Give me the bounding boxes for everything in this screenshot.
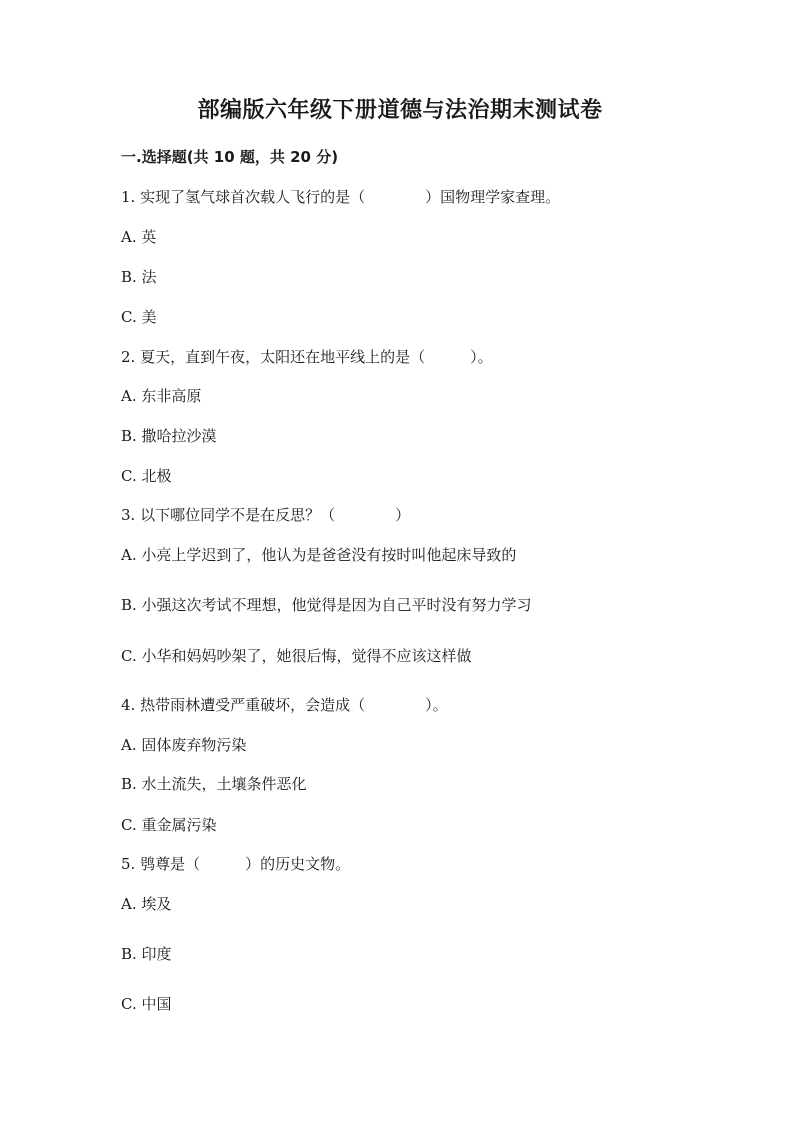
section-heading: 一.选择题(共 10 题，共 20 分) [121,148,339,166]
question-3-option-b[interactable]: B. 小强这次考试不理想，他觉得是因为自己平时没有努力学习 [121,596,532,614]
question-2-option-b[interactable]: B. 撒哈拉沙漠 [121,427,217,445]
question-4-stem: 4. 热带雨林遭受严重破坏，会造成（ ）。 [121,696,448,714]
question-1-option-a[interactable]: A. 英 [121,228,157,246]
question-5-stem: 5. 鸮尊是（ ）的历史文物。 [121,855,351,873]
question-2-option-c[interactable]: C. 北极 [121,467,172,485]
question-1-option-c[interactable]: C. 美 [121,308,157,326]
question-4-option-b[interactable]: B. 水土流失，土壤条件恶化 [121,775,307,793]
question-1-stem: 1. 实现了氢气球首次载人飞行的是（ ）国物理学家查理。 [121,188,561,206]
question-2-stem: 2. 夏天，直到午夜，太阳还在地平线上的是（ ）。 [121,348,493,366]
question-3-option-c[interactable]: C. 小华和妈妈吵架了，她很后悔，觉得不应该这样做 [121,647,472,665]
question-5-option-a[interactable]: A. 埃及 [121,895,172,913]
question-1-option-b[interactable]: B. 法 [121,268,157,286]
question-3-stem: 3. 以下哪位同学不是在反思？（ ） [121,506,411,524]
question-3-option-a[interactable]: A. 小亮上学迟到了，他认为是爸爸没有按时叫他起床导致的 [121,546,517,564]
question-4-option-a[interactable]: A. 固体废弃物污染 [121,736,247,754]
question-2-option-a[interactable]: A. 东非高原 [121,387,202,405]
question-4-option-c[interactable]: C. 重金属污染 [121,816,217,834]
page-title: 部编版六年级下册道德与法治期末测试卷 [197,98,603,123]
question-5-option-b[interactable]: B. 印度 [121,945,172,963]
question-5-option-c[interactable]: C. 中国 [121,995,172,1013]
